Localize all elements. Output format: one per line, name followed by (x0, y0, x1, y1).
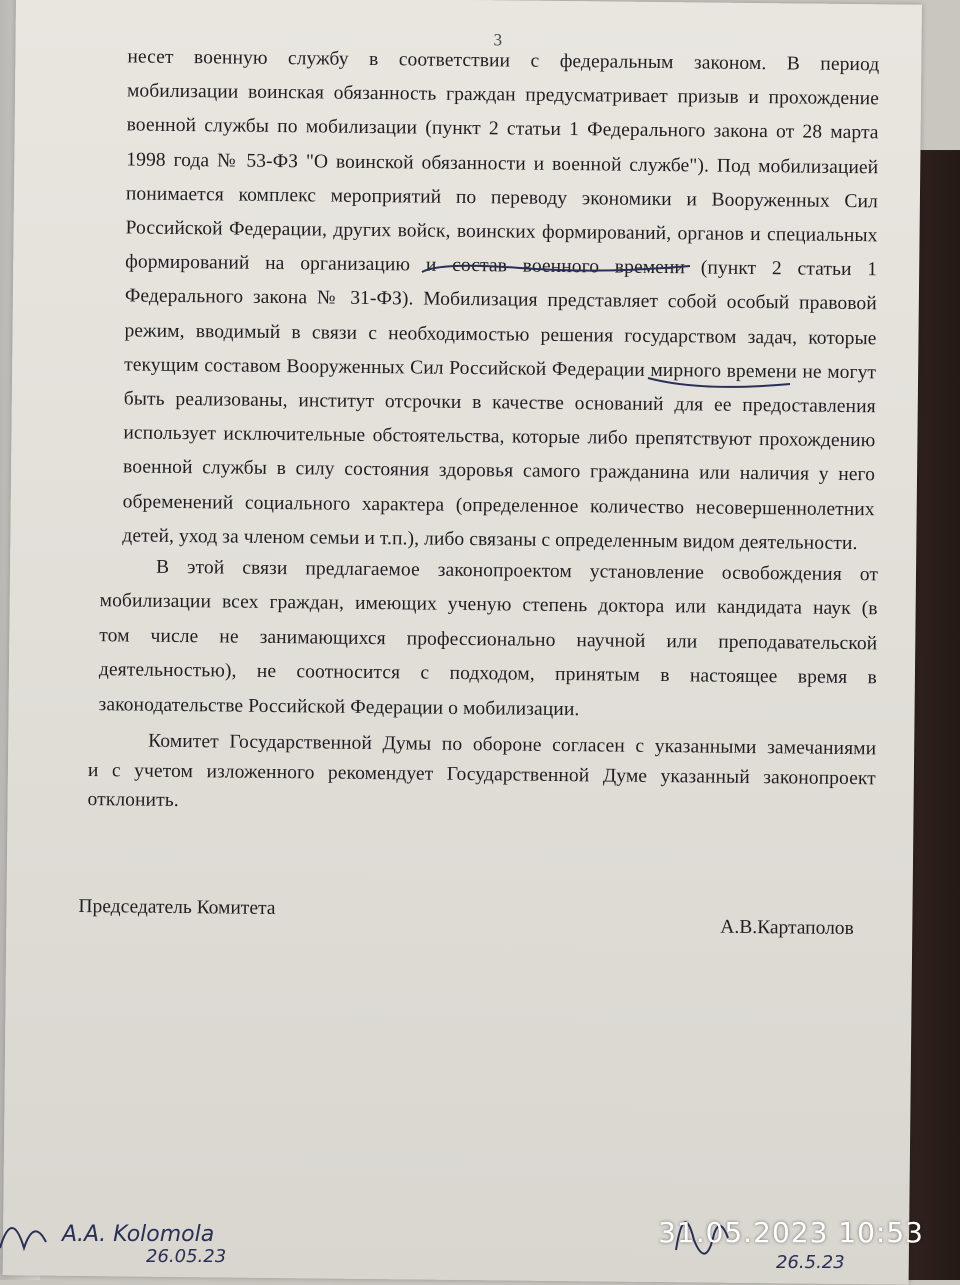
handwritten-date-right: 26.5.23 (776, 1252, 845, 1273)
signature-name: А.В.Картаполов (720, 916, 854, 940)
paragraph-1 (16, 0, 922, 554)
text-line: том числе не занимающихся профессионально научной или преподавательской (99, 624, 878, 655)
text-line: режим, вводимый в связи с необходимостью решения государством задач, которые (124, 320, 877, 349)
text-line: мобилизации всех граждан, имеющих ученую степень доктора или кандидата наук (в (99, 590, 878, 620)
text-line: отклонить. (87, 789, 179, 812)
text-line: Российской Федерации, других войск, воинских формирований, органов и специальных (125, 217, 878, 247)
handwritten-note: А.А. Kolomola (62, 1222, 215, 1247)
text-line: 1998 года № 53-ФЗ "О воинской обязанности и военной службе"). Под мобилизацией (126, 149, 879, 178)
text-line: быть реализованы, институт отсрочки в качестве оснований для ее предоставления (123, 388, 876, 418)
text-line: мобилизации воинская обязанность граждан предусматривает призыв и прохождение (126, 80, 880, 110)
signature-title: Председатель Комитета (78, 895, 276, 920)
text-line: обременений социального характера (определенное количество несовершеннолетних (122, 490, 875, 520)
text-line: формирований на организацию и состав военного времени (пункт 2 статьи 1 (125, 251, 878, 281)
text-line: текущим составом Вооруженных Сил Российской Федерации мирного времени не могут (124, 354, 877, 384)
handwritten-date-left: 26.05.23 (146, 1246, 227, 1267)
text-line: детей, уход за членом семьи и т.п.), либо связаны с определенным видом деятельности. (122, 525, 858, 554)
text-line: военной службы в силу состояния здоровья самого гражданина или наличия у него (122, 456, 876, 486)
photo-timestamp: 31.05.2023 10:53 (658, 1216, 924, 1249)
text-line: деятельностью), не соотносится с подходом, принятым в настоящее время в (98, 659, 878, 689)
text-line: военной службы по мобилизации (пункт 2 статьи 1 Федерального закона от 28 марта (126, 114, 879, 144)
text-line: законодательстве Российской Федерации о мобилизации. (98, 693, 580, 720)
text-line: понимается комплекс мероприятий по переводу экономики и Вооруженных Сил (125, 183, 879, 213)
text-line: В этой связи предлагаемое законопроектом установление освобождения от (155, 556, 879, 586)
text-line: использует исключительные обстоятельства, которые либо препятствуют прохождению (123, 422, 876, 452)
text-line: и с учетом изложенного рекомендует Государственной Думе указанный законопроект (87, 759, 876, 789)
text-line: Комитет Государственной Думы по обороне согласен с указанными замечаниями (148, 730, 877, 760)
text-line: Федерального закона № 31-ФЗ). Мобилизация представляет собой особый правовой (124, 285, 877, 315)
document-page (3, 0, 922, 1285)
text-line: несет военную службу в соответствии с федеральным законом. В период (127, 46, 880, 76)
page-number: 3 (493, 30, 503, 50)
